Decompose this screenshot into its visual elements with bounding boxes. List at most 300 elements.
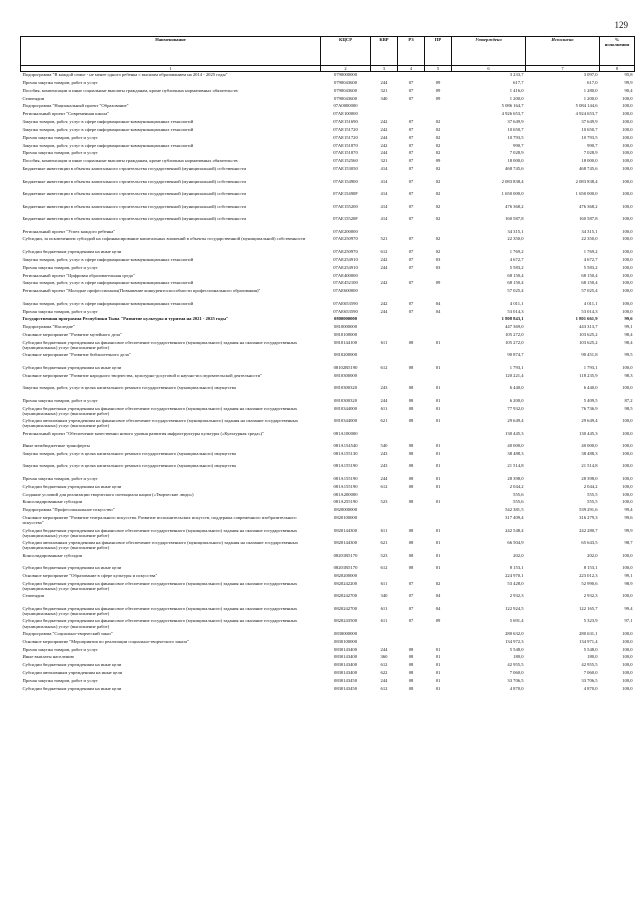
row-name: Подпрограмма "Профессиональное искусство": [22, 507, 115, 513]
table-row: [21, 515, 635, 528]
row-kvr: 244: [380, 308, 388, 314]
row-percent: 100,0: [622, 228, 633, 234]
row-name: Закупка товаров, работ, услуг в целях капитального ремонта государственного (муниципального) имущества: [22, 450, 236, 456]
row-name: Пособия, компенсации и иные социальные выплаты гражданам, кроме публичных нормативных обязательств: [22, 158, 238, 164]
row-kcsr: 07А0000000: [333, 103, 358, 109]
table-row: [21, 492, 635, 500]
row-kcsr: 0830143450: [334, 677, 357, 683]
table-row: [21, 385, 635, 398]
row-approved: 4 011,1: [509, 300, 524, 306]
row-kvr: 612: [380, 565, 388, 571]
row-kcsr: 07АЕ152560: [333, 158, 358, 164]
table-row: [21, 111, 635, 119]
row-percent: 100,0: [622, 475, 633, 481]
table-row: [21, 484, 635, 492]
row-approved: 1 200,0: [509, 95, 524, 101]
row-pr: 01: [435, 405, 441, 411]
row-pr: 01: [435, 685, 441, 691]
row-name: Региональный проект "Успех каждого ребенка": [22, 228, 116, 234]
row-approved: 33 706,5: [507, 677, 524, 683]
row-approved: 280 632,0: [505, 630, 524, 636]
row-executed: 4 870,0: [583, 685, 598, 691]
row-name: Субсидии автономным учреждениям на финансовое обеспечение государственного (муниципального) задания на оказание государственных (муниципальных) услуг (выполнение работ): [22, 418, 299, 429]
row-approved: 77 932,0: [507, 405, 524, 411]
row-pr: 02: [435, 142, 441, 148]
row-executed: 10 650,7: [581, 126, 598, 132]
row-approved: 1 769,2: [509, 248, 524, 254]
row-name: Субсидии бюджетным учреждениям на финансовое обеспечение государственного (муниципального) задания на оказание государственных (муниципальных) услуг (выполнение работ): [22, 405, 298, 416]
row-name: Бюджетные инвестиции в объекты капитального строительства государственной (муниципальной) собственности: [22, 178, 246, 184]
row-rz: 08: [408, 677, 414, 683]
row-kcsr: 0830000000: [334, 630, 357, 636]
table-row: [21, 179, 635, 192]
row-kvr: [371, 507, 398, 515]
row-approved: 4 926 653,7: [501, 111, 524, 117]
row-kvr: 414: [380, 191, 388, 197]
row-name: Субсидии, за исключением субсидий на софинансирование капитальных вложений в объекты государственной (муниципальной) собственности: [22, 236, 306, 242]
row-kcsr: 0820242700: [334, 605, 357, 611]
row-rz: [398, 631, 425, 639]
row-kvr: 612: [380, 685, 388, 691]
row-rz: [398, 507, 425, 515]
row-percent: 99,9: [624, 527, 633, 533]
row-kvr: 244: [380, 397, 388, 403]
row-kcsr: 0790000000: [334, 72, 357, 77]
table-row: [21, 654, 635, 662]
row-pr: 02: [435, 150, 441, 156]
row-rz: 08: [408, 385, 414, 391]
row-rz: 08: [408, 418, 414, 424]
row-rz: [398, 316, 425, 324]
row-rz: [398, 639, 425, 647]
row-approved: 18 000,0: [507, 158, 524, 164]
header-kvr: КВР: [371, 37, 398, 66]
row-executed: 617,0: [587, 79, 598, 85]
row-approved: 68 150,4: [507, 272, 524, 278]
row-approved: 2 044,2: [509, 483, 524, 489]
row-kcsr: 07АЕ153050: [333, 166, 358, 172]
row-rz: 08: [408, 475, 414, 481]
row-rz: 07: [408, 79, 414, 85]
row-name: Основное мероприятие "Образование в сфере культуры и искусства": [22, 573, 158, 578]
row-percent: 99,6: [624, 316, 633, 322]
row-approved: 68 150,4: [507, 280, 524, 286]
row-executed: 160 587,8: [579, 216, 598, 222]
row-name: Бюджетные инвестиции в объекты капитального строительства государственной (муниципальной) собственности: [22, 216, 246, 222]
row-kcsr: 081А154540: [333, 443, 358, 449]
row-pr: 09: [435, 280, 441, 286]
row-kvr: 244: [380, 475, 388, 481]
row-pr: 09: [435, 95, 441, 101]
row-percent: 99,4: [624, 605, 633, 611]
row-approved: 202,0: [513, 552, 524, 558]
row-rz: [398, 332, 425, 340]
row-approved: 120 221,4: [505, 372, 524, 378]
row-approved: 6 200,0: [509, 397, 524, 403]
row-approved: 1 416,0: [509, 87, 524, 93]
row-kvr: 242: [380, 280, 388, 286]
row-executed: 53 014,3: [581, 308, 598, 314]
table-row: [21, 265, 635, 273]
row-kcsr: 0810144100: [334, 339, 357, 345]
column-number: 2: [321, 66, 371, 72]
row-executed: 34 315,1: [581, 228, 598, 234]
table-row: [21, 332, 635, 340]
row-kvr: 621: [380, 540, 388, 546]
row-kvr: 242: [380, 126, 388, 132]
row-pr: 02: [435, 203, 441, 209]
table-row: [21, 72, 635, 80]
row-rz: [398, 373, 425, 386]
row-percent: 100,0: [622, 662, 633, 668]
row-rz: 08: [408, 654, 414, 660]
row-percent: 100,0: [622, 158, 633, 164]
row-executed: 33 706,5: [581, 677, 598, 683]
row-pr: 02: [435, 580, 441, 586]
row-pr: 01: [435, 450, 441, 456]
row-percent: 100,0: [622, 463, 633, 469]
row-executed: 5 323,9: [583, 618, 598, 624]
row-kcsr: 0830100000: [334, 638, 357, 644]
row-kcsr: 07АЕ200000: [333, 228, 358, 234]
row-pr: 02: [435, 166, 441, 172]
row-pr: 01: [435, 677, 441, 683]
row-pr: 01: [435, 670, 441, 676]
row-pr: 04: [435, 308, 441, 314]
row-kvr: 340: [380, 95, 388, 101]
row-kcsr: 07АЕ154900: [333, 178, 358, 184]
row-kcsr: 07АЕ250970: [333, 236, 358, 242]
row-pr: 01: [435, 364, 441, 370]
row-pr: 01: [435, 463, 441, 469]
table-row: [21, 528, 635, 541]
row-approved: 40 000,0: [507, 443, 524, 449]
row-executed: 180,0: [587, 654, 598, 660]
row-pr: 09: [435, 158, 441, 164]
row-kcsr: 0810200000: [334, 352, 357, 358]
row-name: Прочая закупка товаров, работ и услуг: [22, 677, 98, 683]
row-executed: 202,0: [587, 552, 598, 558]
row-executed: 555,5: [587, 499, 598, 505]
row-approved: 5 583,2: [509, 264, 524, 270]
row-name: Подпрограмма "Наследие": [22, 324, 75, 330]
row-approved: 90 874,7: [507, 352, 524, 358]
row-percent: 100,0: [622, 134, 633, 140]
table-row: [21, 443, 635, 451]
row-pr: [425, 639, 452, 647]
row-pr: 02: [435, 178, 441, 184]
row-kvr: [371, 316, 398, 324]
row-name: Региональный проект "Молодые профессионалы(Повышение конкурентоспособности профессионального образования)": [22, 288, 261, 294]
row-approved: 105 272,0: [505, 339, 524, 345]
row-pr: 01: [435, 483, 441, 489]
row-percent: 100,0: [622, 418, 633, 424]
row-approved: 555,6: [513, 491, 524, 497]
row-rz: [398, 515, 425, 528]
row-executed: 2 932,3: [583, 593, 598, 599]
row-kvr: 340: [380, 593, 388, 599]
row-executed: 5 548,0: [583, 646, 598, 652]
row-kvr: 243: [380, 463, 388, 469]
row-rz: 07: [408, 308, 414, 314]
row-rz: 07: [408, 216, 414, 222]
table-row: [21, 463, 635, 476]
column-number: 1: [21, 66, 321, 72]
row-name: Закупка товаров, работ, услуг в сфере информационно-коммуникационных технологий: [22, 119, 194, 125]
row-name: Закупка товаров, работ, услуг в целях капитального ремонта государственного (муниципального) имущества: [22, 463, 236, 469]
row-kcsr: 081А155190: [333, 475, 358, 481]
row-executed: 1 793,1: [583, 364, 598, 370]
row-executed: 90 451,8: [581, 352, 598, 358]
row-rz: 08: [408, 662, 414, 668]
row-kcsr: 0830143400: [334, 646, 357, 652]
row-name: Региональный проект "Обеспечение качественно нового уровня развития инфраструктуры культуры («Культурная среда»)": [22, 430, 265, 436]
row-pr: 02: [435, 191, 441, 197]
row-approved: 160 587,8: [505, 216, 524, 222]
row-approved: 42 955,5: [507, 662, 524, 668]
row-approved: 7 060,0: [509, 670, 524, 676]
row-name: Государственная программа Республики Тыва "Развитие культуры и туризма на 2021 - 2025 годы": [22, 316, 229, 322]
row-kvr: 414: [380, 203, 388, 209]
row-kcsr: 0820144300: [334, 527, 357, 533]
row-executed: 68 150,4: [581, 272, 598, 278]
row-pr: 09: [435, 79, 441, 85]
row-rz: 08: [408, 670, 414, 676]
row-kvr: 611: [380, 605, 388, 611]
row-rz: [398, 229, 425, 237]
row-name: Основное мероприятие "Мероприятия по реализации социально-творческого заказа": [22, 638, 189, 644]
row-name: Закупка товаров, работ, услуг в сфере информационно-коммуникационных технологий: [22, 126, 194, 132]
row-rz: [398, 273, 425, 281]
row-approved: 10 650,7: [507, 126, 524, 132]
row-kvr: 612: [380, 483, 388, 489]
row-pr: 02: [435, 248, 441, 254]
row-kvr: 242: [380, 119, 388, 125]
row-approved: 617,7: [513, 79, 524, 85]
row-kvr: 414: [380, 178, 388, 184]
row-kvr: 243: [380, 385, 388, 391]
row-name: Прочая закупка товаров, работ и услуг: [22, 134, 98, 140]
row-kcsr: 0790043600: [334, 79, 357, 85]
column-number: 5: [425, 66, 452, 72]
table-row: [21, 431, 635, 444]
row-rz: 08: [408, 339, 414, 345]
row-pr: 01: [435, 385, 441, 391]
row-percent: 100,0: [622, 654, 633, 660]
row-name: Подпрограмма "Социально-творческий заказ": [22, 630, 113, 636]
row-approved: 134 972,3: [505, 638, 524, 644]
row-executed: 1 650 000,0: [575, 191, 598, 197]
row-pr: 02: [435, 134, 441, 140]
table-row: [21, 670, 635, 678]
row-percent: 100,0: [622, 593, 633, 599]
row-kvr: [371, 631, 398, 639]
row-approved: 10 793,5: [507, 134, 524, 140]
row-kcsr: 07АЕ452100: [333, 280, 358, 286]
row-rz: 07: [408, 605, 414, 611]
row-rz: 07: [408, 236, 414, 242]
row-pr: 02: [435, 236, 441, 242]
table-row: [21, 236, 635, 249]
row-executed: 443 313,7: [579, 324, 598, 330]
row-pr: [425, 352, 452, 365]
row-percent: 100,0: [622, 677, 633, 683]
row-rz: 08: [408, 565, 414, 571]
row-kvr: 360: [380, 654, 388, 660]
row-kcsr: 07АЕ151720: [333, 126, 358, 132]
header-row: [21, 37, 635, 66]
row-kcsr: 0810344000: [334, 418, 357, 424]
page-number: 129: [614, 20, 628, 30]
row-rz: 07: [408, 191, 414, 197]
row-rz: 07: [408, 87, 414, 93]
row-name: Субсидии автономным учреждениям на иные цели: [22, 670, 123, 676]
row-executed: 28 398,0: [581, 475, 598, 481]
row-kvr: [371, 332, 398, 340]
row-pr: 04: [435, 605, 441, 611]
row-pr: 01: [435, 527, 441, 533]
row-kvr: 523: [380, 499, 388, 505]
row-kcsr: 07АЕ151870: [333, 142, 358, 148]
row-percent: 98,4: [624, 339, 633, 345]
row-percent: 100,0: [622, 111, 633, 117]
row-pr: [425, 373, 452, 386]
row-rz: 07: [408, 142, 414, 148]
table-row: [21, 340, 635, 353]
row-pr: 02: [435, 126, 441, 132]
row-kvr: [371, 373, 398, 386]
row-percent: 99,9: [624, 79, 633, 85]
row-name: Субсидии бюджетным учреждениям на иные цели: [22, 248, 122, 254]
row-kcsr: 0820100000: [334, 515, 357, 521]
table-row: [21, 581, 635, 594]
row-percent: 100,0: [622, 385, 633, 391]
table-row: [21, 158, 635, 166]
column-number: 3: [371, 66, 398, 72]
row-rz: 07: [408, 95, 414, 101]
row-percent: 100,0: [622, 95, 633, 101]
row-kvr: 611: [380, 405, 388, 411]
row-rz: [398, 573, 425, 581]
row-pr: 04: [435, 300, 441, 306]
row-kvr: 244: [380, 134, 388, 140]
row-percent: 100,0: [622, 685, 633, 691]
row-name: Прочая закупка товаров, работ и услуг: [22, 397, 98, 403]
row-kvr: 611: [380, 618, 388, 624]
table-row: [21, 639, 635, 647]
row-percent: 98,9: [624, 580, 633, 586]
row-name: Иные межбюджетные трансферты: [22, 443, 90, 449]
row-approved: 5 548,0: [509, 646, 524, 652]
header-pr: ПР: [425, 37, 452, 66]
table-row: [21, 280, 635, 288]
row-executed: 1 280,0: [583, 87, 598, 93]
row-approved: 37 649,9: [507, 119, 524, 125]
row-kcsr: 07АЕ254910: [333, 256, 358, 262]
table-row: [21, 476, 635, 484]
row-percent: 100,0: [622, 103, 633, 109]
row-executed: 37 649,9: [581, 119, 598, 125]
row-executed: 990,7: [587, 142, 598, 148]
row-pr: 01: [435, 397, 441, 403]
row-executed: 8 153,1: [583, 565, 598, 571]
column-number: 8: [600, 66, 635, 72]
row-name: Закупка товаров, работ, услуг в сфере информационно-коммуникационных технологий: [22, 142, 194, 148]
row-percent: 98,5: [624, 405, 633, 411]
row-name: Субсидии бюджетным учреждениям на иные цели: [22, 565, 122, 571]
row-kcsr: 0820200000: [334, 573, 357, 578]
row-percent: 100,0: [622, 264, 633, 270]
row-rz: [398, 103, 425, 111]
row-kvr: 244: [380, 150, 388, 156]
row-rz: 07: [408, 150, 414, 156]
row-executed: 4 924 653,7: [575, 111, 598, 117]
row-pr: 01: [435, 418, 441, 424]
row-approved: 2 932,3: [509, 593, 524, 599]
row-kvr: 611: [380, 580, 388, 586]
row-name: Закупка товаров, работ, услуг в сфере информационно-коммуникационных технологий: [22, 256, 194, 262]
row-percent: 100,0: [622, 256, 633, 262]
row-kvr: [371, 273, 398, 281]
row-executed: 134 971,4: [579, 638, 598, 644]
row-kcsr: 07АЕ250970: [333, 248, 358, 254]
row-rz: 08: [408, 646, 414, 652]
table-row: [21, 499, 635, 507]
row-rz: 07: [408, 158, 414, 164]
row-pr: 02: [435, 216, 441, 222]
row-kvr: [371, 324, 398, 332]
table-row: [21, 373, 635, 386]
table-row: [21, 553, 635, 566]
row-pr: [425, 573, 452, 581]
row-name: Субсидии бюджетным учреждениям на финансовое обеспечение государственного (муниципального) задания на оказание государственных (муниципальных) услуг (выполнение работ): [22, 618, 298, 629]
row-pr: [425, 111, 452, 119]
row-pr: [425, 431, 452, 444]
row-approved: 242 548,4: [505, 527, 524, 533]
row-kvr: 414: [380, 166, 388, 172]
row-percent: 100,0: [622, 364, 633, 370]
header-percent: % исполнения: [600, 37, 635, 66]
row-executed: 1 200,0: [583, 95, 598, 101]
row-kvr: 321: [380, 87, 388, 93]
row-name: Основное мероприятие "Развитие музейного дела": [22, 332, 122, 338]
row-executed: 242 280,7: [579, 527, 598, 533]
row-approved: 4 672,7: [509, 256, 524, 262]
row-name: Субсидии бюджетным учреждениям на финансовое обеспечение государственного (муниципального) задания на оказание государственных (муниципальных) услуг (выполнение работ): [22, 605, 298, 617]
row-kvr: 242: [380, 300, 388, 306]
row-name: Создание условий для реализации творческого потенциала нации («Творческие люди»): [22, 491, 194, 497]
row-name: Закупка товаров, работ, услуг в сфере информационно-коммуникационных технологий: [22, 280, 194, 286]
row-approved: 180,0: [513, 654, 524, 660]
row-name: Пособия, компенсации и иные социальные выплаты гражданам, кроме публичных нормативных обязательств: [22, 87, 238, 93]
row-kvr: 244: [380, 79, 388, 85]
row-name: Стипендии: [22, 95, 45, 101]
table-row: [21, 96, 635, 104]
row-executed: 122 165,7: [579, 605, 598, 611]
row-pr: 01: [435, 540, 441, 546]
table-row: [21, 451, 635, 464]
row-kcsr: 081А155130: [333, 450, 358, 456]
row-approved: 555,6: [513, 499, 524, 505]
row-approved: 28 398,0: [507, 475, 524, 481]
row-percent: 100,0: [622, 670, 633, 676]
row-rz: [398, 324, 425, 332]
row-approved: 21 514,8: [507, 463, 524, 469]
row-kcsr: 0820144300: [334, 540, 357, 546]
row-kcsr: 07АЕ653590: [333, 300, 358, 306]
row-name: Субсидии бюджетным учреждениям на финансовое обеспечение государственного (муниципального) задания на оказание государственных (муниципальных) услуг (выполнение работ): [22, 527, 298, 538]
row-executed: 316 279,3: [579, 515, 598, 521]
